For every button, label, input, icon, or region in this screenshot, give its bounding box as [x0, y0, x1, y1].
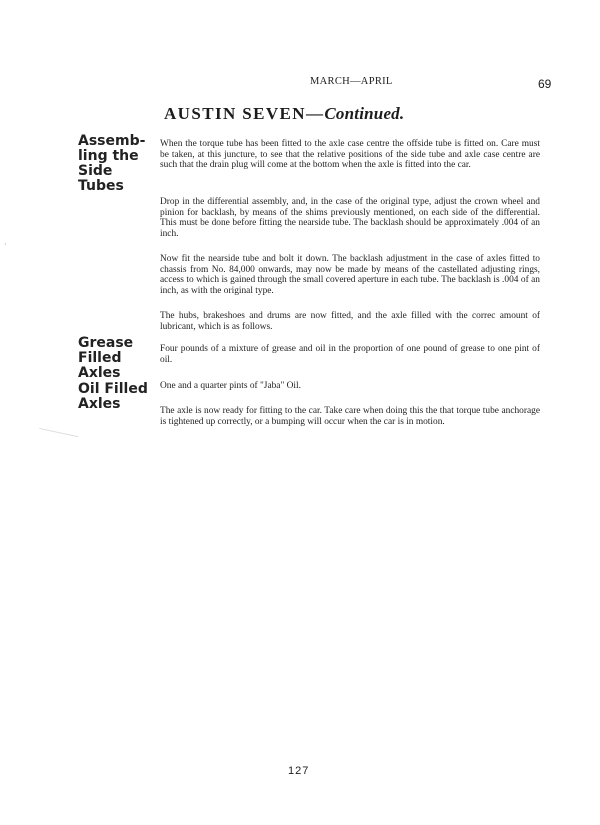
side-heading-assembling-side-tubes [78, 134, 145, 194]
side-heading-line: Assemb- [78, 133, 146, 149]
side-heading-line: Side [78, 163, 113, 179]
page-number: 69 [538, 77, 552, 91]
paragraph-oil: One and a quarter pints of "Jaba" Oil. [160, 381, 301, 391]
page-title [164, 104, 404, 124]
paragraph-differential: Drop in the differential assembly, and, in the case of the original type, adjust the crown wheel and pinion for backlash, by means of the shims previously mentioned, on each side of the differential. This must be done before fitting the nearside tube. The backlash should be approximately .004 of an inch. [160, 197, 540, 239]
side-heading-line: ling the [78, 148, 139, 164]
paragraph-grease: Four pounds of a mixture of grease and oil in the proportion of one pound of grease to one pint of oil. [160, 344, 540, 365]
side-heading-line: Tubes [78, 178, 124, 194]
side-heading-line: Filled [78, 350, 122, 366]
title-main: AUSTIN SEVEN— [164, 104, 325, 123]
title-continued: Continued. [324, 104, 405, 123]
paragraph-hubs: The hubs, brakeshoes and drums are now fitted, and the axle filled with the correc amount of lubricant, which is as follows. [160, 311, 540, 332]
paragraph-backlash: Now fit the nearside tube and bolt it down. The backlash adjustment in the case of axles fitted to chassis from No. 84,000 onwards, may now be made by means of the castellated adjusting rings, access to which is gained through the small covered aperture in each tube. The backlash is .004 of an inch, as with the original type. [160, 254, 540, 296]
margin-mark: · [4, 240, 7, 249]
paragraph-side-tubes: When the torque tube has been fitted to the axle case centre the offside tube is fitted on. Care must be taken, at this juncture, to see that the relative positions of the side tube and axle case centre are such that the drain plug will come at the bottom when the axle is fitted into the car. [160, 139, 540, 171]
printed-page-number: 127 [288, 765, 310, 777]
running-head: MARCH—APRIL [310, 76, 393, 87]
side-heading-line: Oil Filled [78, 381, 148, 397]
side-heading-line: Axles [78, 396, 121, 412]
side-heading-oil-filled-axles [78, 382, 148, 412]
side-heading-grease-filled-axles [78, 336, 133, 381]
faint-scan-mark [38, 428, 79, 445]
side-heading-line: Grease [78, 335, 134, 351]
side-heading-line: Axles [78, 365, 121, 381]
paragraph-fitting: The axle is now ready for fitting to the car. Take care when doing this the that torque tube anchorage is tightened up correctly, or a bumping will occur when the car is in motion. [160, 406, 540, 427]
